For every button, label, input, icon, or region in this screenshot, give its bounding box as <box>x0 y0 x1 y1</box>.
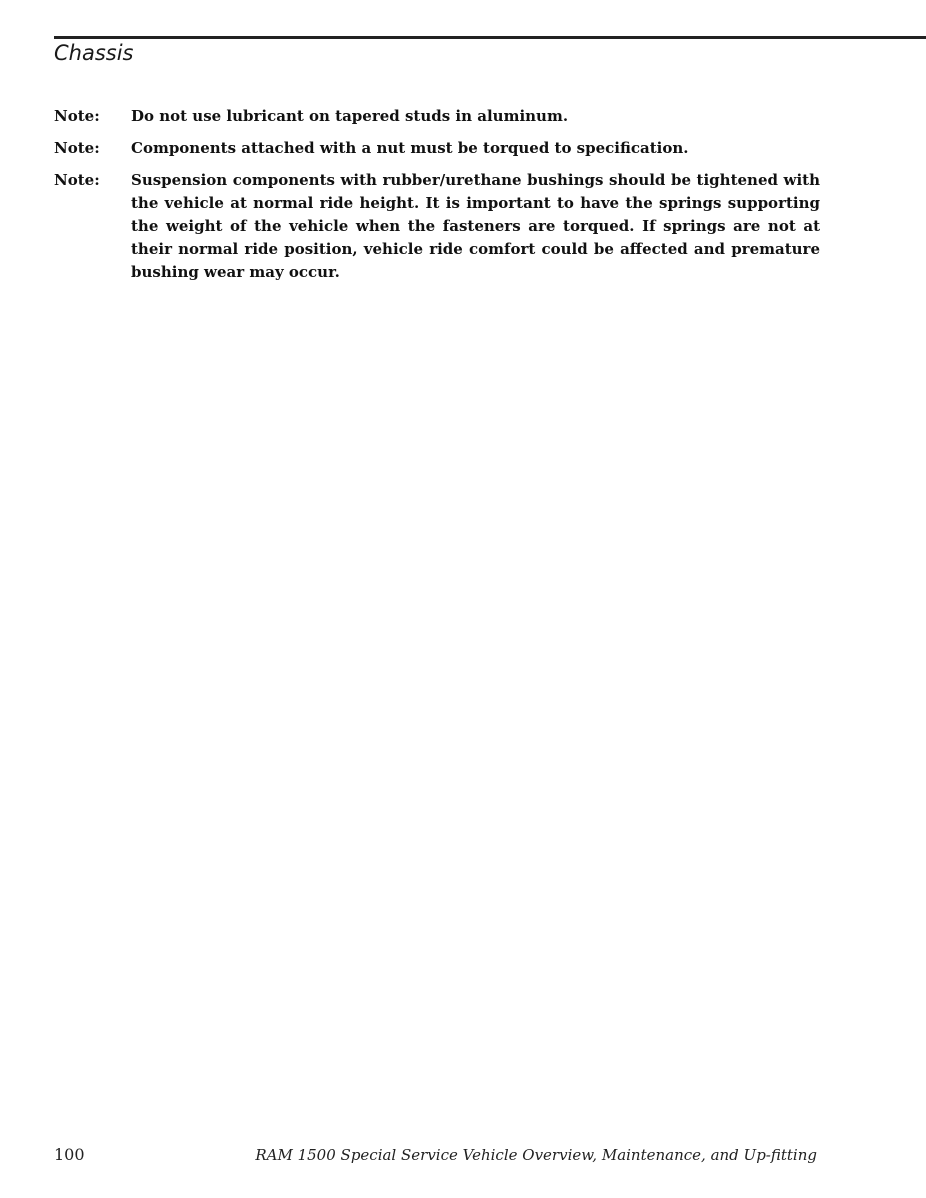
note-text: Components attached with a nut must be torqued to specification. <box>131 139 689 157</box>
notes-list <box>54 105 820 293</box>
running-footer-title: RAM 1500 Special Service Vehicle Overview, Maintenance, and Up-fitting <box>255 1146 817 1164</box>
note-item <box>54 137 820 160</box>
page-number: 100 <box>54 1145 85 1164</box>
note-item <box>54 105 820 128</box>
header-rule <box>54 36 926 39</box>
note-label: Note: <box>54 107 100 125</box>
note-label: Note: <box>54 139 100 157</box>
note-item <box>54 169 820 284</box>
note-label: Note: <box>54 171 100 189</box>
note-text: Suspension components with rubber/urethane bushings should be tightened with the vehicle at normal ride height. It is important to have the springs supporting the weight of the vehicle when the fasteners are torqued. If springs are not at their normal ride position, vehicle ride comfort could be affected and premature bushing wear may occur. <box>131 171 820 281</box>
section-title: Chassis <box>54 41 134 65</box>
note-text: Do not use lubricant on tapered studs in aluminum. <box>131 107 569 125</box>
